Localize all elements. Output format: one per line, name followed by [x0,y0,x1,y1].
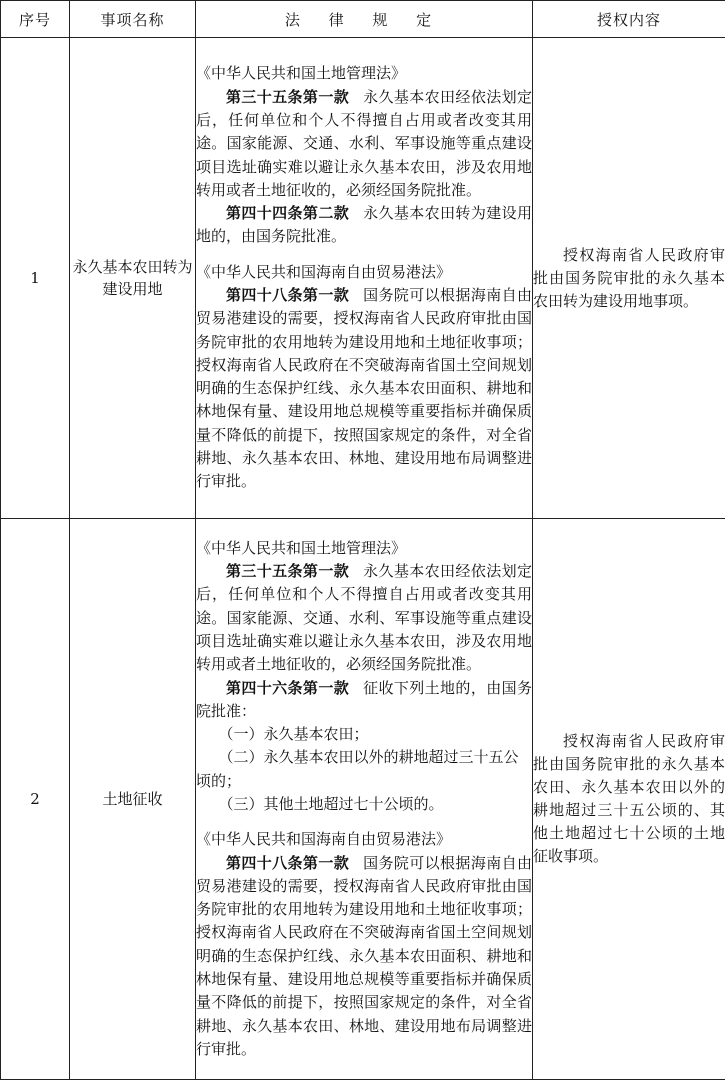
law-article [196,560,532,676]
table-row [1,519,725,1080]
row-item-name: 土地征收 [70,519,196,1080]
list-item: （三）其他土地超过七十公顷的。 [218,795,444,813]
article-number: 第四十八条第一款 [226,853,350,872]
article-number: 第三十五条第一款 [226,562,350,581]
list-item: （二）永久基本农田以外的耕地超过三十五公顷的； [196,748,519,790]
article-text: 国务院可以根据海南自由贸易港建设的需要，授权海南省人民政府审批由国务院审批的农用地转为建设用地和土地征收事项；授权海南省人民政府在不突破海南省国土空间规划明确的生态保护红线、永久基本农田面积、耕地和林地保有量、建设用地总规模等重要指标并确保质量不降低的前提下，按照国家规定的条件，对全省耕地、永久基本农田、林地、建设用地布局调整进行审批。 [196,853,532,1058]
list-item: （一）永久基本农田； [218,725,369,744]
row-authorization-content: 授权海南省人民政府审批由国务院审批的永久基本农田转为建设用地事项。 [533,38,725,519]
law-article [196,677,532,724]
row-legal-provisions [196,519,533,1080]
law-title: 《中华人民共和国海南自由贸易港法》 [196,262,452,281]
article-text: 永久基本农田经依法划定后，任何单位和个人不得擅自占用或者改变其用途。国家能源、交通、水利、军事设施等重点建设项目选址确实难以避让永久基本农田，涉及农用地转用或者土地征收的，必须经国务院批准。 [196,87,532,199]
article-number: 第三十五条第一款 [226,87,350,106]
header-legal-provisions: 法 律 规 定 [196,1,533,38]
law-title: 《中华人民共和国土地管理法》 [196,538,407,557]
header-row [1,1,725,38]
article-number: 第四十八条第一款 [226,286,350,304]
header-index: 序号 [1,1,70,38]
law-title: 《中华人民共和国土地管理法》 [196,64,407,83]
row-item-name: 永久基本农田转为建设用地 [70,38,196,519]
law-title: 《中华人民共和国海南自由贸易港法》 [196,830,452,849]
table-row [1,38,725,519]
row-index: 1 [1,38,70,519]
header-authorization-content: 授权内容 [533,1,725,38]
law-article [196,284,532,494]
row-authorization-content: 授权海南省人民政府审批由国务院审批的永久基本农田、永久基本农田以外的耕地超过三十五公顷的、其他土地超过七十公顷的土地征收事项。 [533,519,725,1080]
law-article [196,86,532,202]
header-item-name: 事项名称 [70,1,196,38]
row-legal-provisions [196,38,533,519]
law-article [196,852,532,1062]
article-text: 永久基本农田经依法划定后，任何单位和个人不得擅自占用或者改变其用途。国家能源、交通、水利、军事设施等重点建设项目选址确实难以避让永久基本农田，涉及农用地转用或者土地征收的，必须经国务院批准。 [196,562,532,674]
article-number: 第四十六条第一款 [226,678,350,697]
row-index: 2 [1,519,70,1080]
article-text: 征收下列土地的，由国务院批准： [196,678,532,720]
article-text: 永久基本农田转为建设用地的，由国务院批准。 [196,204,532,246]
article-number: 第四十四条第二款 [226,204,350,223]
article-text: 国务院可以根据海南自由贸易港建设的需要，授权海南省人民政府审批由国务院审批的农用地转为建设用地和土地征收事项；授权海南省人民政府在不突破海南省国土空间规划明确的生态保护红线、永久基本农田面积、耕地和林地保有量、建设用地总规模等重要指标并确保质量不降低的前提下，按照国家规定的条件，对全省耕地、永久基本农田、林地、建设用地布局调整进行审批。 [196,286,532,491]
law-article [196,202,532,249]
